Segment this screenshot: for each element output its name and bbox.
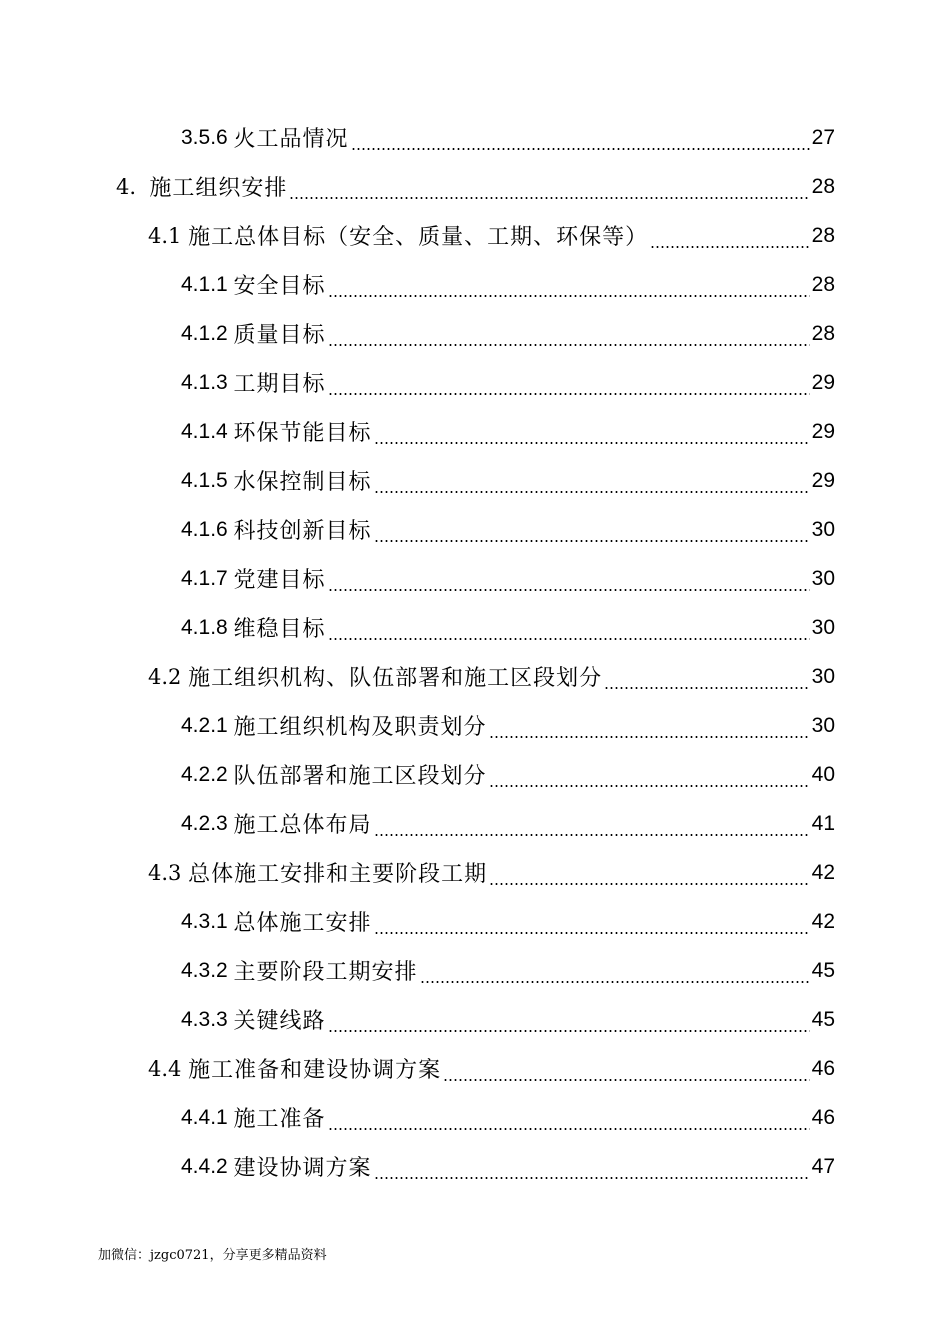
- toc-entry-page: 28: [811, 174, 835, 198]
- toc-entry[interactable]: [0, 1044, 835, 1093]
- toc-entry[interactable]: [0, 162, 835, 211]
- toc-entry-title: 环保节能目标: [233, 421, 372, 446]
- toc-dot-leader: [351, 148, 810, 150]
- toc-entry-number: 4.3.2: [181, 958, 234, 982]
- toc-entry-page: 30: [811, 517, 835, 541]
- toc-entry[interactable]: [0, 652, 835, 701]
- toc-entry-page: 42: [811, 860, 835, 884]
- toc-dot-leader: [328, 638, 810, 640]
- toc-entry-number: 4.2.2: [181, 762, 234, 786]
- toc-entry-title: 总体施工安排: [233, 911, 372, 936]
- toc-entry-page: 28: [811, 321, 835, 345]
- toc-entry[interactable]: [0, 505, 835, 554]
- footer-note: 加微信：jzgc0721，分享更多精品资料: [98, 1248, 327, 1263]
- toc-entry-title: 工期目标: [233, 372, 326, 397]
- toc-entry-title: 施工准备: [233, 1107, 326, 1132]
- toc-dot-leader: [420, 981, 810, 983]
- toc-dot-leader: [289, 197, 809, 199]
- toc-dot-leader: [328, 589, 810, 591]
- toc-entry-title: 施工组织安排: [149, 176, 288, 201]
- toc-entry-number: 4.1.4: [181, 419, 234, 443]
- toc-entry-title: 维稳目标: [233, 617, 326, 642]
- toc-dot-leader: [443, 1079, 810, 1081]
- toc-entry-number: 4.1.3: [181, 370, 234, 394]
- toc-entry[interactable]: [0, 848, 835, 897]
- toc-entry-page: 30: [811, 566, 835, 590]
- toc-entry-title: 主要阶段工期安排: [233, 960, 418, 985]
- toc-entry-number: 4.1: [148, 223, 189, 248]
- toc-dot-leader: [328, 1030, 810, 1032]
- toc-entry-title: 科技创新目标: [233, 519, 372, 544]
- toc-entry-page: 40: [811, 762, 835, 786]
- toc-entry[interactable]: [0, 1093, 835, 1142]
- toc-entry-number: 4.1.1: [181, 272, 234, 296]
- toc-dot-leader: [374, 442, 810, 444]
- toc-dot-leader: [328, 1128, 810, 1130]
- toc-entry-title: 建设协调方案: [233, 1156, 372, 1181]
- toc-entry-page: 27: [811, 125, 835, 149]
- toc-entry-number: 4.3.3: [181, 1007, 234, 1031]
- toc-entry-title: 施工组织机构、队伍部署和施工区段划分: [188, 666, 603, 691]
- toc-entry-number: 4.1.5: [181, 468, 234, 492]
- toc-dot-leader: [489, 883, 810, 885]
- toc-entry[interactable]: [0, 799, 835, 848]
- toc-dot-leader: [374, 491, 810, 493]
- toc-entry-number: 4.3.1: [181, 909, 234, 933]
- toc-entry-page: 29: [811, 468, 835, 492]
- toc-entry-number: 4.2: [148, 664, 189, 689]
- toc-entry[interactable]: [0, 113, 835, 162]
- toc-entry-page: 46: [811, 1105, 835, 1129]
- toc-entry-title: 安全目标: [233, 274, 326, 299]
- toc-dot-leader: [374, 540, 810, 542]
- toc-dot-leader: [328, 393, 810, 395]
- toc-entry-number: 4.4.1: [181, 1105, 234, 1129]
- toc-entry-title: 关键线路: [233, 1009, 326, 1034]
- toc-entry-page: 45: [811, 1007, 835, 1031]
- toc-entry-title: 火工品情况: [233, 127, 349, 152]
- toc-entry-title: 施工总体目标（安全、质量、工期、环保等）: [188, 225, 649, 250]
- toc-entry[interactable]: [0, 995, 835, 1044]
- toc-entry[interactable]: [0, 358, 835, 407]
- toc-entry[interactable]: [0, 260, 835, 309]
- toc-entry-title: 质量目标: [233, 323, 326, 348]
- toc-entry[interactable]: [0, 750, 835, 799]
- toc-entry-number: 4.4.2: [181, 1154, 234, 1178]
- toc-entry-number: 4.1.2: [181, 321, 234, 345]
- toc-entry-page: 47: [811, 1154, 835, 1178]
- toc-entry[interactable]: [0, 897, 835, 946]
- toc-entry-number: 4.2.1: [181, 713, 234, 737]
- toc-entry-page: 28: [811, 272, 835, 296]
- toc-entry[interactable]: [0, 603, 835, 652]
- toc-entry-title: 总体施工安排和主要阶段工期: [188, 862, 488, 887]
- toc-entry-number: 4.: [116, 174, 150, 199]
- toc-entry-page: 29: [811, 419, 835, 443]
- toc-entry-title: 水保控制目标: [233, 470, 372, 495]
- toc-entry[interactable]: [0, 701, 835, 750]
- toc-entry[interactable]: [0, 456, 835, 505]
- toc-entry-page: 30: [811, 664, 835, 688]
- toc-entry-number: 4.1.6: [181, 517, 234, 541]
- toc-dot-leader: [489, 785, 810, 787]
- toc-entry-page: 42: [811, 909, 835, 933]
- toc-entry-title: 施工组织机构及职责划分: [233, 715, 487, 740]
- table-of-contents: [0, 113, 950, 1191]
- toc-entry[interactable]: [0, 554, 835, 603]
- toc-dot-leader: [374, 932, 810, 934]
- toc-dot-leader: [489, 736, 810, 738]
- toc-dot-leader: [374, 834, 810, 836]
- toc-entry[interactable]: [0, 407, 835, 456]
- toc-entry[interactable]: [0, 1142, 835, 1191]
- toc-entry-title: 队伍部署和施工区段划分: [233, 764, 487, 789]
- toc-entry-number: 4.2.3: [181, 811, 234, 835]
- toc-entry-number: 3.5.6: [181, 125, 234, 149]
- toc-entry-page: 29: [811, 370, 835, 394]
- toc-dot-leader: [374, 1177, 810, 1179]
- toc-entry-page: 45: [811, 958, 835, 982]
- toc-entry-number: 4.1.7: [181, 566, 234, 590]
- toc-entry[interactable]: [0, 211, 835, 260]
- toc-dot-leader: [604, 687, 810, 689]
- toc-entry-page: 30: [811, 713, 835, 737]
- toc-entry-title: 党建目标: [233, 568, 326, 593]
- toc-dot-leader: [650, 246, 810, 248]
- toc-entry[interactable]: [0, 309, 835, 358]
- toc-entry[interactable]: [0, 946, 835, 995]
- toc-entry-number: 4.4: [148, 1056, 189, 1081]
- toc-entry-page: 30: [811, 615, 835, 639]
- toc-entry-title: 施工总体布局: [233, 813, 372, 838]
- toc-entry-title: 施工准备和建设协调方案: [188, 1058, 442, 1083]
- toc-entry-page: 46: [811, 1056, 835, 1080]
- toc-entry-page: 28: [811, 223, 835, 247]
- toc-dot-leader: [328, 344, 810, 346]
- toc-entry-page: 41: [811, 811, 835, 835]
- toc-entry-number: 4.3: [148, 860, 189, 885]
- toc-dot-leader: [328, 295, 810, 297]
- toc-entry-number: 4.1.8: [181, 615, 234, 639]
